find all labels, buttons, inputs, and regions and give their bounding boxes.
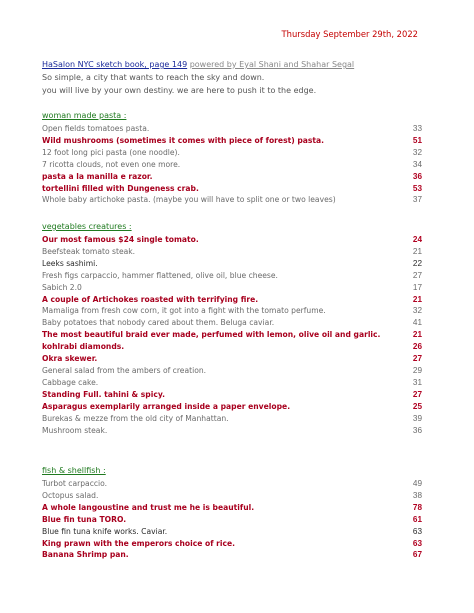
- menu-item: [42, 425, 422, 437]
- menu-item: [42, 246, 422, 258]
- menu-item: [42, 135, 422, 147]
- menu-item-name: King prawn with the emperors choice of rice.: [42, 538, 236, 548]
- menu-header: [42, 58, 422, 97]
- section-fish: [42, 464, 422, 561]
- menu-item-price: 61: [412, 514, 422, 524]
- menu-item: [42, 317, 422, 329]
- menu-item: [42, 258, 422, 270]
- menu-item: [42, 171, 422, 183]
- section-title: woman made pasta :: [42, 111, 127, 120]
- menu-item-name: A couple of Artichokes roasted with terrifying fire.: [42, 294, 259, 304]
- menu-item: [42, 282, 422, 294]
- menu-item-price: 39: [412, 413, 422, 423]
- menu-item-price: 32: [412, 306, 422, 316]
- menu-item: [42, 490, 422, 502]
- menu-item-name: Banana Shrimp pan.: [42, 550, 129, 560]
- section-vegetables: [42, 220, 422, 436]
- menu-item-price: 21: [412, 246, 422, 256]
- menu-item-price: 34: [412, 159, 422, 169]
- menu-item-price: 17: [412, 282, 422, 292]
- menu-item-name: tortellini filled with Dungeness crab.: [42, 183, 199, 193]
- menu-item-name: Fresh figs carpaccio, hammer flattened, olive oil, blue cheese.: [42, 270, 278, 280]
- menu-item-price: 29: [412, 365, 422, 375]
- menu-item: [42, 401, 422, 413]
- menu-item-price: 33: [412, 124, 422, 133]
- menu-item: [42, 234, 422, 246]
- menu-item-price: 63: [412, 538, 422, 548]
- menu-item: [42, 413, 422, 425]
- menu-item-name: Beefsteak tomato steak.: [42, 246, 136, 256]
- menu-item: [42, 305, 422, 317]
- menu-item-price: 41: [412, 318, 422, 328]
- menu-item: [42, 377, 422, 389]
- menu-item-name: Wild mushrooms (sometimes it comes with piece of forest) pasta.: [42, 135, 325, 145]
- menu-item-price: 22: [412, 258, 422, 268]
- menu-item-price: 21: [412, 330, 422, 340]
- menu-item: [42, 294, 422, 306]
- menu-item: [42, 123, 422, 135]
- menu-item-price: 67: [412, 550, 422, 560]
- menu-item-price: 53: [412, 183, 422, 193]
- menu-title-line: [42, 58, 422, 71]
- menu-item-name: Standing Full. tahini & spicy.: [42, 389, 165, 399]
- menu-item-price: 31: [412, 377, 422, 387]
- menu-item-name: Open fields tomatoes pasta.: [42, 124, 150, 133]
- sketchbook-title: HaSalon NYC sketch book, page 149: [42, 60, 188, 69]
- menu-item-price: 27: [412, 354, 422, 364]
- section-title: fish & shellfish :: [42, 466, 106, 475]
- menu-item-name: Leeks sashimi.: [42, 258, 98, 268]
- menu-item-name: Burekas & mezze from the old city of Manhattan.: [42, 413, 229, 423]
- menu-item: [42, 538, 422, 550]
- section-title: vegetables creatures :: [42, 222, 132, 231]
- menu-item: [42, 353, 422, 365]
- menu-item: [42, 270, 422, 282]
- menu-item-name: Mushroom steak.: [42, 425, 108, 435]
- menu-item: [42, 478, 422, 490]
- menu-item: [42, 183, 422, 195]
- section-pasta: [42, 109, 422, 206]
- menu-item-name: A whole langoustine and trust me he is beautiful.: [42, 502, 255, 512]
- menu-item-price: 78: [412, 502, 422, 512]
- tagline-2: you will live by your own destiny. we are here to push it to the edge.: [42, 86, 317, 95]
- menu-item-name: 7 ricotta clouds, not even one more.: [42, 159, 181, 169]
- menu-item-name: Whole baby artichoke pasta. (maybe you will have to split one or two leaves): [42, 195, 336, 205]
- menu-item-price: 27: [412, 270, 422, 280]
- menu-item-name: Asparagus exemplarily arranged inside a paper envelope.: [42, 401, 291, 411]
- menu-item-price: 36: [412, 425, 422, 435]
- tagline-1: So simple, a city that wants to reach the sky and down.: [42, 73, 265, 82]
- menu-item-price: 38: [412, 490, 422, 500]
- menu-item-name: Turbot carpaccio.: [42, 479, 108, 488]
- menu-item-name: Our most famous $24 single tomato.: [42, 235, 199, 244]
- menu-item-price: 24: [412, 235, 422, 244]
- menu-item: [42, 159, 422, 171]
- powered-by: powered by Eyal Shani and Shahar Segal: [189, 60, 355, 69]
- menu-item-price: 21: [412, 294, 422, 304]
- menu-item-name: General salad from the ambers of creation.: [42, 365, 207, 375]
- menu-item-name: pasta a la manilla e razor.: [42, 171, 153, 181]
- menu-item-name: Baby potatoes that nobody cared about them. Beluga caviar.: [42, 318, 275, 328]
- menu-item: [42, 549, 422, 561]
- menu-item-name: kohlrabi diamonds.: [42, 342, 125, 352]
- menu-item-name: Mamaliga from fresh cow corn, it got into a fight with the tomato perfume.: [42, 306, 326, 316]
- menu-item-name: Octopus salad.: [42, 490, 99, 500]
- menu-item: [42, 389, 422, 401]
- menu-item-name: Cabbage cake.: [42, 377, 99, 387]
- menu-item-price: 25: [412, 401, 422, 411]
- menu-item-price: 37: [412, 195, 422, 205]
- menu-item-price: 27: [412, 389, 422, 399]
- menu-item-name: Okra skewer.: [42, 354, 98, 364]
- menu-item: [42, 365, 422, 377]
- menu-item-name: The most beautiful braid ever made, perfumed with lemon, olive oil and garlic.: [42, 330, 381, 340]
- menu-date: Thursday September 29th, 2022: [281, 29, 418, 39]
- menu-item-price: 32: [412, 147, 422, 157]
- menu-item-price: 51: [412, 135, 422, 145]
- menu-item-price: 49: [412, 479, 422, 488]
- menu-item: [42, 341, 422, 353]
- menu-item: [42, 514, 422, 526]
- menu-item: [42, 329, 422, 341]
- menu-item: [42, 502, 422, 514]
- menu-item-name: Blue fin tuna TORO.: [42, 514, 127, 524]
- menu-item: [42, 526, 422, 538]
- menu-item: [42, 194, 422, 206]
- menu-item-price: 26: [412, 342, 422, 352]
- menu-item-name: Sabich 2.0: [42, 282, 82, 292]
- menu-item-name: 12 foot long pici pasta (one noodle).: [42, 147, 180, 157]
- menu-item-price: 36: [412, 171, 422, 181]
- menu-item-price: 63: [412, 526, 422, 536]
- menu-item-name: Blue fin tuna knife works. Caviar.: [42, 526, 168, 536]
- menu-item: [42, 147, 422, 159]
